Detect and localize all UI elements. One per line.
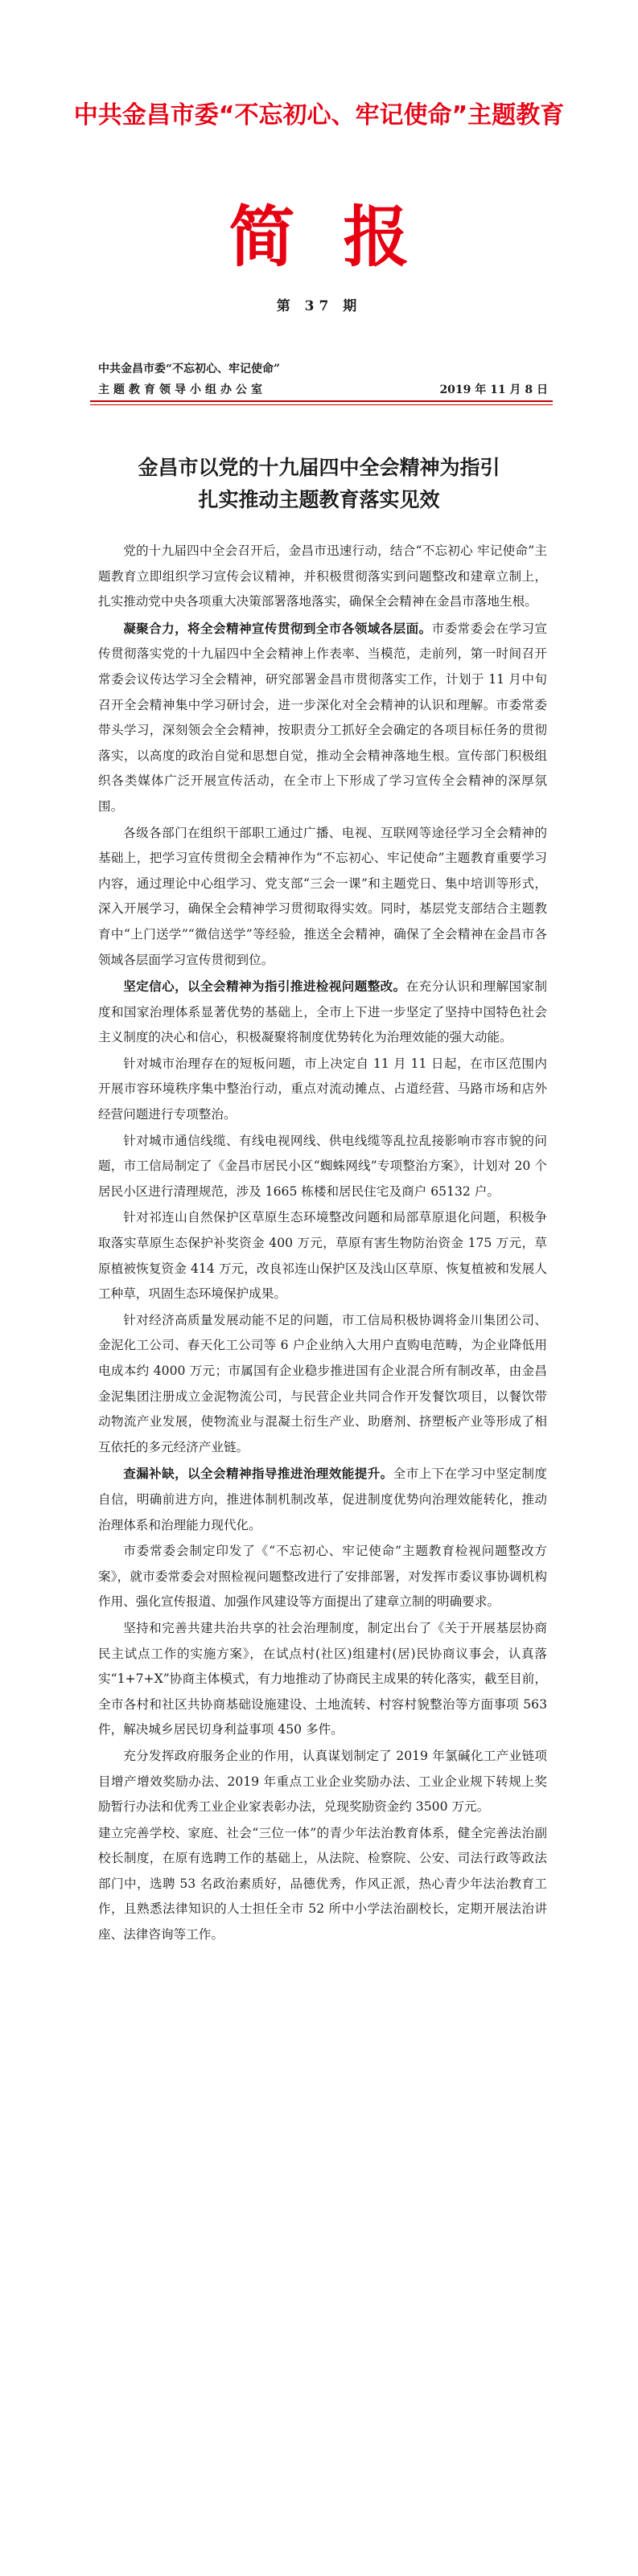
paragraph-text: 针对经济高质量发展动能不足的问题，市工信局积极协调将金川集团公司、金泥化工公司、春天化工公司等 6 户企业纳入大用户直购电范畴，为企业降低用电成本约 4000 万元；市属国有企业稳步推进国有企业混合所有制改革，由金昌金泥集团注册成立金泥物流公司，与民营企业共同合作开发餐饮项目，以餐饮带动物流产业发展，使物流业与混凝土衍生产业、助磨剂、挤塑板产业等形成了相互依托的多元经济产业链。: [98, 1312, 547, 1454]
paragraph-text: 针对祁连山自然保护区草原生态环境整改问题和局部草原退化问题，积极争取落实草原生态保护补奖资金 400 万元，草原有害生物防治资金 175 万元，草原植被恢复资金 414 万元，改良祁连山保护区及浅山区草原、恢复植被和发展人工种草，巩固生态环境保护成果。: [98, 1210, 547, 1302]
publication-date: 2019 年 11 月 8 日: [439, 384, 548, 396]
paragraph-text: 建立完善学校、家庭、社会“三位一体”的青少年法治教育体系，健全完善法治副校长制度，在原有选聘工作的基础上，从法院、检察院、公安、司法行政等政法部门中，选聘 53 名政治素质好，品德优秀，作风正派，热心青少年法治教育工作，且熟悉法律知识的人士担任全市 52 所中小学法治副校长，定期开展法治讲座、法律咨询等工作。: [98, 1825, 547, 1942]
article-paragraph: [98, 539, 547, 615]
article-headline-line-2: 扎实推动主题教育落实见效: [198, 488, 440, 511]
paragraph-text: 针对城市通信线缆、有线电视网线、供电线缆等乱拉乱接影响市容市貌的问题，市工信局制定了《金昌市居民小区“蜘蛛网线”专项整治方案》，计划对 20 个居民小区进行清理规范，涉及 1665 栋楼和居民住宅及商户 65132 户。: [98, 1133, 547, 1199]
issuer-line-2: 主题教育领导小组办公室: [98, 384, 266, 396]
paragraph-text: 坚持和完善共建共治共享的社会治理制度，制定出台了《关于开展基层协商民主试点工作的实施方案》，在试点村(社区)组建村(居)民协商议事会，认真落实“1+7+X”协商主体模式，有力地推动了协商民主成果的转化落实，截至目前，全市各村和社区共协商基础设施建设、土地流转、村容村貌整治等方面事项 563 件，解决城乡居民切身利益事项 450 多件。: [98, 1620, 547, 1737]
article-paragraph: [98, 1205, 547, 1306]
issuer-line-1: 中共金昌市委“不忘初心、牢记使命”: [98, 363, 281, 375]
paragraph-lead-sentence: 坚定信心，以全会精神为指引推进检视问题整改。: [123, 978, 406, 995]
article-paragraph: [98, 1821, 547, 1948]
paragraph-text: 市委常委会制定印发了《“不忘初心、牢记使命”主题教育检视问题整改方案》，就市委常委会对照检视问题整改进行了安排部署，对发挥市委议事协调机构作用、强化宣传报道、加强作风建设等方面提出了建章立制的明确要求。: [98, 1544, 547, 1610]
article-paragraph: [98, 821, 547, 974]
article-paragraph: [98, 1129, 547, 1205]
article-paragraph: [98, 616, 547, 820]
paragraph-text: 针对城市治理存在的短板问题，市上决定自 11 月 11 日起，在市区范围内开展市容环境秩序集中整治行动，重点对流动摊点、占道经营、马路市场和店外经营问题进行专项整治。: [98, 1056, 547, 1122]
article-paragraph: [98, 1308, 547, 1461]
header-divider-thin: [90, 404, 553, 405]
paragraph-text: 党的十九届四中全会召开后，金昌市迅速行动，结合“不忘初心 牢记使命”主题教育立即组织学习宣传会议精神，并积极贯彻落实到问题整改和建章立制上，扎实推动党中央各项重大决策部署落地落实，确保全会精神在金昌市落地生根。: [98, 544, 547, 609]
paragraph-text: 充分发挥政府服务企业的作用，认真谋划制定了 2019 年氯碱化工产业链项目增产增效奖励办法、2019 年重点工业企业奖励办法、工业企业规下转规上奖励暂行办法和优秀工业企业家表彰办法，兑现奖励资金约 3500 万元。: [98, 1748, 547, 1815]
article-paragraph: [98, 1616, 547, 1743]
issue-number: 第 37 期: [276, 298, 362, 314]
paragraph-text: 市委常委会在学习宣传贯彻落实党的十九届四中全会精神上作表率、当模范，走前列，第一时间召开常委会议传达学习全会精神，研究部署金昌市贯彻落实工作，计划于 11 月中旬召开全会精神集中学习研讨会，进一步深化对全会精神的认识和理解。市委常委带头学习，深刻领会全会精神，按职责分工抓好全会确定的各项目标任务的贯彻落实，以高度的政治自觉和思想自觉，推动全会精神落地生根。宣传部门积极组织各类媒体广泛开展宣传活动，在全市上下形成了学习宣传全会精神的深厚氛围。: [98, 621, 547, 814]
article-paragraph: [98, 1461, 547, 1538]
paragraph-lead-sentence: 凝聚合力，将全会精神宣传贯彻到全市各领域各层面。: [123, 620, 432, 636]
article-paragraph: [98, 1539, 547, 1615]
paragraph-lead-sentence: 查漏补缺，以全会精神指导推进治理效能提升。: [123, 1466, 393, 1482]
article-paragraph: [98, 974, 547, 1051]
paragraph-text: 在充分认识和理解国家制度和国家治理体系显著优势的基础上，全市上下进一步坚定了坚持中国特色社会主义制度的决心和信心，积极凝聚将制度优势转化为治理效能的强大动能。: [98, 979, 547, 1045]
bulletin-title: 简报: [228, 199, 458, 276]
article-headline-line-1: 金昌市以党的十九届四中全会精神为指引: [138, 456, 500, 479]
paragraph-text: 各级各部门在组织干部职工通过广播、电视、互联网等途径学习全会精神的基础上，把学习宣传贯彻全会精神作为“不忘初心、牢记使命”主题教育重要学习内容，通过理论中心组学习、党支部“三会一课”和主题党日、集中培训等形式，深入开展学习，确保全会精神学习贯彻取得实效。同时，基层党支部结合主题教育中“上门送学”“微信送学”等经验，推送全会精神，确保了全会精神在金昌市各领域各层面学习宣传贯彻到位。: [98, 825, 547, 967]
bulletin-banner: 中共金昌市委“不忘初心、牢记使命”主题教育: [73, 101, 565, 129]
paragraph-text: 全市上下在学习中坚定制度自信，明确前进方向，推进体制机制改革，促进制度优势向治理效能转化，推动治理体系和治理能力现代化。: [98, 1466, 547, 1532]
header-divider: [90, 400, 553, 402]
article-body: [98, 539, 547, 1949]
article-paragraph: [98, 1744, 547, 1820]
article-paragraph: [98, 1052, 547, 1128]
